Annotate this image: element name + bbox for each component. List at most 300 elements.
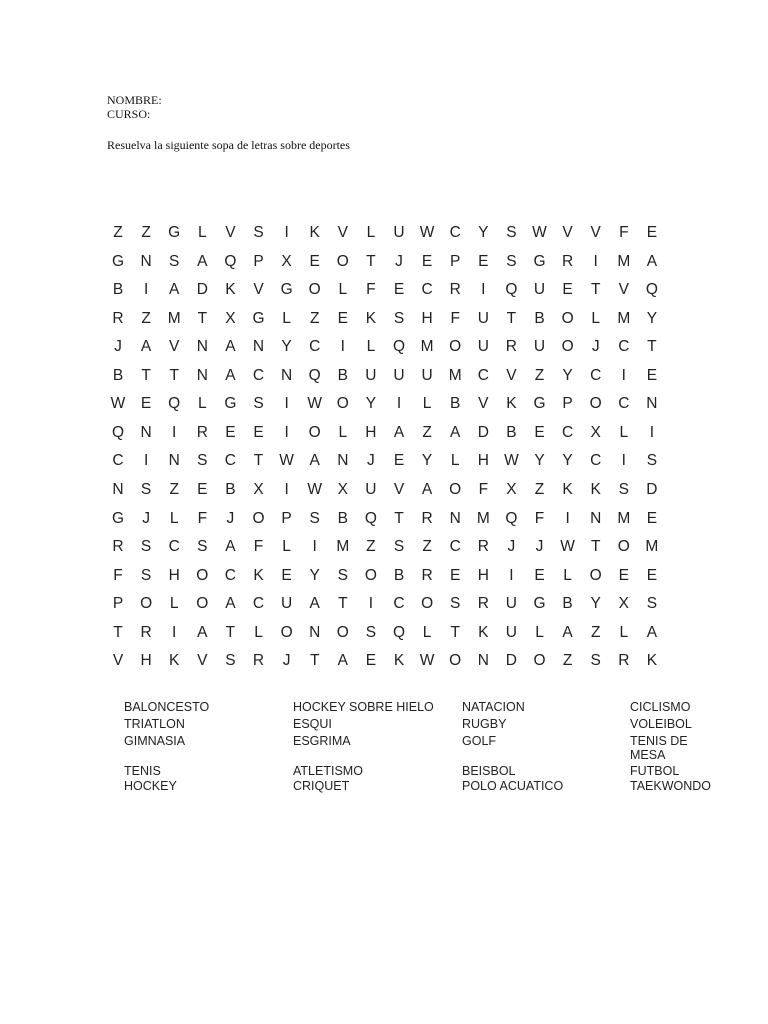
grid-letter: Z [534,366,545,384]
grid-letter: T [450,623,460,641]
grid-letter: W [110,395,126,413]
grid-letter: N [252,338,265,356]
grid-letter: B [337,366,348,384]
word-item: BEISBOL [462,764,516,778]
grid-letter: F [450,309,460,327]
grid-letter: F [534,509,545,527]
grid-letter: O [196,566,209,584]
word-item: VOLEIBOL [630,717,692,731]
grid-letter: R [421,566,433,584]
grid-letter: U [533,338,546,356]
grid-letter: K [506,395,517,413]
word-item: ATLETISMO [293,764,363,778]
word-item: CRIQUET [293,779,350,793]
grid-letter: V [225,224,236,241]
grid-letter: C [224,566,236,584]
grid-letter: R [140,623,152,641]
grid-letter: C [421,281,433,299]
grid-letter: S [506,252,517,270]
grid-letter: X [337,480,348,498]
grid-letter: Y [562,366,573,384]
grid-letter: W [504,452,519,470]
grid-letter: C [618,395,630,413]
grid-letter: O [336,623,349,641]
grid-letter: O [589,566,602,584]
grid-letter: C [252,595,265,613]
grid-letter: O [336,252,349,270]
grid-letter: E [534,566,545,584]
grid-letter: Q [168,395,181,413]
grid-letter: A [646,252,658,270]
grid-letter: P [253,252,264,270]
word-item: HOCKEY [124,779,177,793]
grid-letter: K [225,281,236,299]
grid-letter: P [562,395,573,413]
grid-letter: Y [421,452,433,470]
grid-letter: N [477,652,489,670]
grid-letter: C [561,423,574,441]
grid-letter: Z [309,309,320,327]
grid-letter: E [140,395,152,413]
grid-letter: Y [365,395,377,413]
grid-letter: M [617,252,631,270]
grid-letter: R [477,538,489,556]
grid-letter: U [505,595,517,613]
grid-letter: U [505,623,517,641]
grid-letter: L [450,452,460,470]
grid-letter: C [224,452,236,470]
grid-letter: W [419,652,435,670]
grid-letter: M [476,509,490,527]
grid-letter: U [365,366,377,384]
grid-letter: E [309,252,320,270]
grid-letter: U [477,338,489,356]
grid-letter: H [477,452,489,470]
grid-letter: N [168,452,180,470]
grid-letter: S [393,538,405,556]
grid-letter: Z [366,538,376,556]
grid-letter: B [562,595,573,613]
course-label: CURSO: [107,107,151,121]
word-search-grid [104,222,664,678]
grid-letter: X [281,252,292,270]
grid-letter: T [647,338,657,356]
grid-letter: S [169,252,180,270]
grid-letter: C [309,338,321,356]
grid-letter: V [337,224,348,241]
grid-letter: P [112,595,124,613]
grid-letter: O [336,395,349,413]
grid-letter: S [618,480,629,498]
grid-letter: Z [141,309,151,327]
grid-letter: N [140,252,152,270]
grid-letter: S [337,566,348,584]
grid-letter: D [196,281,208,299]
grid-letter: E [393,281,405,299]
grid-letter: L [282,538,291,556]
grid-letter: H [140,652,152,670]
grid-letter: L [422,395,432,413]
grid-letter: C [449,538,461,556]
word-item: TENIS [124,764,161,778]
grid-letter: G [252,309,265,327]
grid-letter: K [646,652,658,670]
grid-letter: R [477,595,489,613]
grid-letter: Z [169,480,179,498]
grid-letter: S [225,652,236,670]
grid-letter: L [197,224,207,241]
grid-letter: U [365,480,377,498]
grid-letter: S [365,623,377,641]
grid-letter: I [312,538,317,556]
grid-letter: W [419,224,435,241]
grid-letter: O [421,595,434,613]
grid-letter: C [252,366,265,384]
grid-letter: S [450,595,461,613]
grid-letter: T [394,509,404,527]
grid-letter: I [621,366,626,384]
grid-letter: R [421,509,433,527]
grid-letter: A [140,338,152,356]
grid-letter: U [280,595,293,613]
grid-letter: X [225,309,236,327]
grid-letter: M [167,309,181,327]
word-item: TRIATLON [124,717,185,731]
grid-letter: I [340,338,345,356]
grid-letter: G [280,281,293,299]
grid-letter: L [366,338,376,356]
grid-letter: R [618,652,630,670]
grid-letter: C [618,338,630,356]
grid-letter: I [143,281,149,299]
grid-letter: Q [392,623,406,641]
grid-letter: N [309,623,321,641]
grid-letter: E [618,566,629,584]
grid-letter: S [646,452,658,470]
grid-letter: Q [308,366,321,384]
grid-letter: S [253,224,264,241]
grid-letter: D [646,480,658,498]
word-item: GOLF [462,734,497,748]
grid-letter: L [169,509,179,527]
grid-letter: I [509,566,514,584]
grid-letter: U [477,309,489,327]
grid-letter: G [224,395,237,413]
grid-letter: J [591,338,600,356]
grid-letter: I [593,252,598,270]
grid-letter: Z [562,652,573,670]
grid-letter: A [450,423,461,441]
grid-letter: E [365,652,377,670]
grid-letter: A [197,252,208,270]
grid-letter: N [590,509,602,527]
grid-letter: O [364,566,377,584]
grid-letter: C [393,595,405,613]
grid-letter: C [590,366,602,384]
grid-letter: S [309,509,320,527]
grid-letter: K [478,623,489,641]
grid-letter: J [367,452,375,470]
grid-letter: A [225,366,236,384]
grid-letter: D [505,652,517,670]
grid-letter: P [281,509,292,527]
grid-letter: O [140,595,153,613]
grid-letter: Q [224,252,237,270]
grid-letter: I [172,423,177,441]
grid-letter: E [225,423,236,441]
grid-letter: T [225,623,236,641]
grid-letter: A [309,452,320,470]
grid-letter: T [197,309,208,327]
grid-letter: L [254,623,263,641]
grid-letter: I [481,281,486,299]
grid-letter: S [646,595,658,613]
grid-letter: B [112,366,124,384]
grid-letter: S [197,538,208,556]
grid-letter: T [169,366,179,384]
grid-letter: C [112,452,124,470]
grid-letter: C [449,224,461,241]
grid-letter: V [393,480,405,498]
grid-letter: O [280,623,293,641]
word-item: TENIS DE MESA [630,734,688,762]
grid-letter: Y [562,452,573,470]
grid-letter: T [338,595,348,613]
word-item: POLO ACUATICO [462,779,564,793]
grid-letter: Y [281,338,292,356]
grid-letter: L [338,423,348,441]
grid-letter: N [337,452,349,470]
grid-letter: F [197,509,208,527]
grid-letter: Q [645,281,658,299]
grid-letter: H [365,423,377,441]
grid-letter: V [562,224,573,241]
grid-letter: R [505,338,517,356]
grid-letter: E [562,281,573,299]
word-item: ESGRIMA [293,734,351,748]
grid-letter: L [366,224,376,241]
grid-letter: N [449,509,461,527]
grid-letter: F [366,281,376,299]
name-label: NOMBRE: [107,93,162,107]
grid-letter: I [396,395,402,413]
grid-letter: R [196,423,208,441]
grid-letter: L [591,309,600,327]
instructions: Resuelva la siguiente sopa de letras sobre deportes [107,138,350,152]
grid-letter: G [533,395,546,413]
grid-letter: Q [505,281,518,299]
grid-letter: S [140,566,152,584]
grid-letter: K [365,309,377,327]
grid-letter: E [253,423,264,441]
grid-letter: L [422,623,432,641]
grid-letter: E [534,423,545,441]
grid-letter: O [449,480,462,498]
word-item: FUTBOL [630,764,680,778]
grid-letter: A [225,538,236,556]
grid-letter: F [619,224,629,241]
grid-letter: G [533,595,546,613]
grid-letter: A [393,423,405,441]
grid-letter: I [172,623,177,641]
grid-letter: O [308,281,321,299]
grid-letter: N [196,366,208,384]
grid-letter: V [197,652,208,670]
grid-letter: Z [141,224,151,241]
grid-letter: J [226,509,235,527]
grid-letter: Z [422,423,432,441]
grid-letter: V [618,281,629,299]
grid-letter: J [114,338,122,356]
grid-letter: W [307,395,322,413]
grid-letter: B [393,566,405,584]
grid-letter: M [448,366,462,384]
grid-letter: V [253,281,264,299]
grid-letter: I [621,452,626,470]
grid-letter: Z [422,538,432,556]
grid-letter: T [253,452,264,470]
grid-letter: M [336,538,350,556]
grid-letter: O [533,652,546,670]
grid-letter: I [284,480,289,498]
grid-letter: W [560,538,575,556]
grid-letter: I [649,423,655,441]
grid-letter: L [169,595,179,613]
grid-letter: L [535,623,544,641]
grid-letter: G [111,509,125,527]
grid-letter: U [393,366,405,384]
grid-letter: S [140,480,152,498]
grid-letter: N [140,423,152,441]
word-item: GIMNASIA [124,734,186,748]
grid-letter: B [450,395,461,413]
grid-letter: G [533,252,546,270]
grid-letter: E [421,252,433,270]
grid-letter: I [368,595,374,613]
grid-letter: X [253,480,264,498]
grid-letter: A [169,281,180,299]
grid-letter: X [618,595,629,613]
grid-letter: A [337,652,348,670]
grid-letter: T [590,538,601,556]
grid-letter: M [420,338,434,356]
grid-letter: B [506,423,517,441]
grid-letter: Z [534,480,545,498]
grid-letter: P [450,252,461,270]
grid-letter: U [393,224,405,241]
grid-letter: S [506,224,517,241]
grid-letter: Z [113,224,123,241]
grid-letter: O [617,538,630,556]
grid-letter: L [619,623,629,641]
grid-letter: J [142,509,150,527]
grid-letter: C [590,452,602,470]
grid-letter: K [169,652,180,670]
grid-letter: X [590,423,601,441]
grid-letter: Q [111,423,125,441]
word-item: TAEKWONDO [630,779,712,793]
grid-letter: W [532,224,547,241]
word-item: RUGBY [462,717,507,731]
grid-letter: C [168,538,180,556]
grid-letter: S [590,652,601,670]
grid-letter: T [590,281,601,299]
grid-letter: J [507,538,516,556]
grid-letter: Y [534,452,545,470]
grid-letter: Y [309,566,320,584]
grid-letter: O [308,423,321,441]
grid-letter: V [112,652,124,670]
grid-letter: T [366,252,376,270]
grid-letter: Y [590,595,601,613]
grid-letter: O [561,338,574,356]
grid-letter: E [478,252,489,270]
grid-letter: V [169,338,180,356]
grid-letter: S [197,452,208,470]
grid-letter: V [590,224,601,241]
grid-letter: F [478,480,489,498]
grid-letter: V [478,395,489,413]
grid-letter: L [563,566,572,584]
grid-letter: O [449,338,462,356]
grid-letter: F [113,566,123,584]
grid-letter: L [338,281,348,299]
grid-letter: O [561,309,574,327]
grid-letter: K [562,480,573,498]
grid-letter: J [282,652,291,670]
grid-letter: R [112,309,124,327]
grid-letter: B [337,509,348,527]
word-item: CICLISMO [630,700,691,714]
grid-letter: J [535,538,544,556]
grid-letter: K [590,480,601,498]
grid-letter: V [506,366,517,384]
grid-letter: H [168,566,180,584]
grid-letter: L [619,423,629,441]
grid-letter: E [646,509,658,527]
grid-letter: O [589,395,602,413]
grid-letter: O [252,509,265,527]
grid-letter: I [284,395,289,413]
grid-letter: Y [478,224,489,241]
grid-letter: W [279,452,294,470]
grid-letter: R [561,252,574,270]
grid-letter: T [141,366,151,384]
word-item: NATACION [462,700,525,714]
grid-letter: F [253,538,264,556]
grid-letter: K [309,224,320,241]
grid-letter: Z [590,623,601,641]
grid-letter: N [646,395,658,413]
grid-letter: N [112,480,124,498]
grid-letter: I [565,509,570,527]
grid-letter: S [253,395,264,413]
grid-letter: Q [392,338,406,356]
grid-letter: K [393,652,405,670]
grid-letter: R [252,652,265,670]
grid-letter: E [646,566,658,584]
grid-letter: T [506,309,517,327]
grid-letter: E [646,366,658,384]
grid-letter: G [168,224,181,241]
grid-letter: G [111,252,125,270]
grid-letter: B [112,281,124,299]
grid-letter: R [449,281,461,299]
grid-letter: B [225,480,236,498]
grid-letter: I [284,423,289,441]
grid-letter: O [449,652,462,670]
grid-letter: C [477,366,489,384]
